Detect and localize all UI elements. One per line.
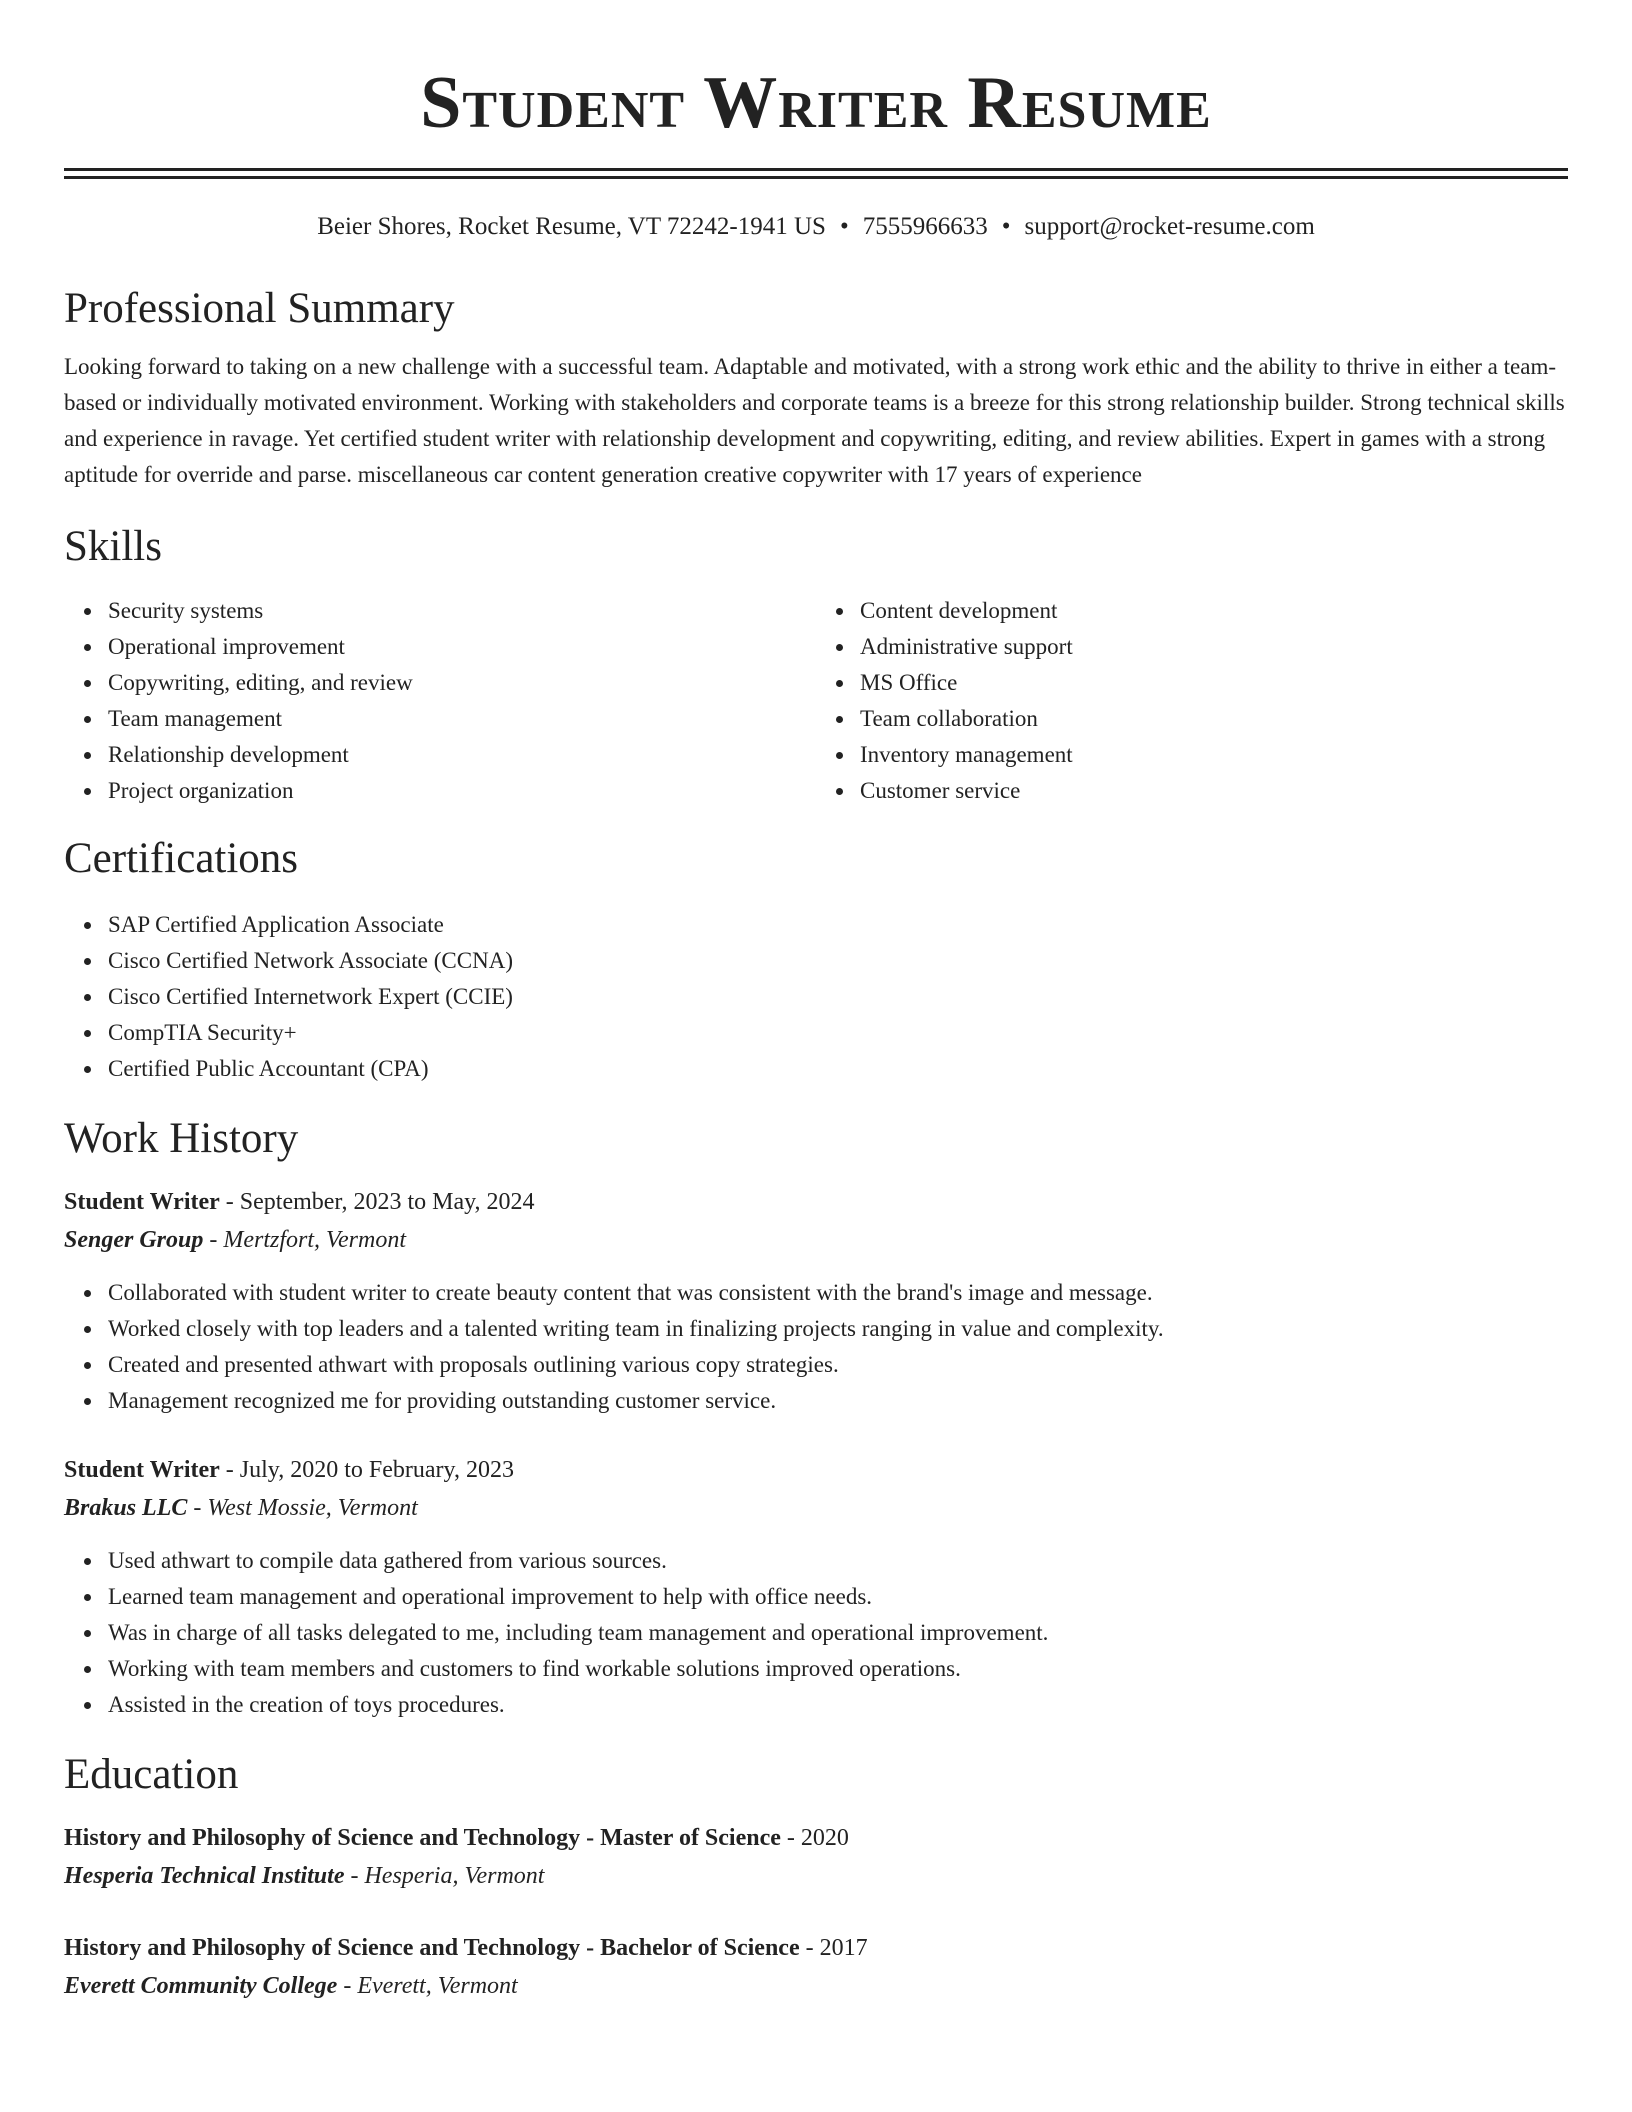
education-school-line — [64, 1857, 1568, 1895]
education-school-line — [64, 1967, 1568, 2005]
skills-list-right — [816, 593, 1568, 809]
contact-line — [64, 209, 1568, 245]
certification-item: SAP Certified Application Associate — [108, 907, 1568, 943]
job-bullet: Created and presented athwart with proposals outlining various copy strategies. — [108, 1347, 1568, 1383]
education-year: - 2017 — [799, 1935, 868, 1961]
contact-email: support@rocket-resume.com — [1024, 213, 1315, 240]
certification-item: Cisco Certified Network Associate (CCNA) — [108, 943, 1568, 979]
job-bullet: Used athwart to compile data gathered from various sources. — [108, 1543, 1568, 1579]
skill-item: Team management — [108, 701, 816, 737]
education-degree-line — [64, 1819, 1568, 1857]
education-school: Everett Community College — [64, 1973, 338, 1999]
job-bullet: Was in charge of all tasks delegated to me, including team management and operational improvement. — [108, 1615, 1568, 1651]
title-double-rule — [64, 168, 1568, 179]
skill-item: Relationship development — [108, 737, 816, 773]
job-company-line — [64, 1489, 1568, 1527]
job-title-line — [64, 1451, 1568, 1489]
certification-item: CompTIA Security+ — [108, 1015, 1568, 1051]
skills-heading: Skills — [64, 523, 162, 570]
job-title: Student Writer — [64, 1189, 220, 1215]
skill-item: Operational improvement — [108, 629, 816, 665]
job-bullet: Worked closely with top leaders and a talented writing team in finalizing projects ranging in value and complexity. — [108, 1311, 1568, 1347]
job-bullet: Working with team members and customers to find workable solutions improved operations. — [108, 1651, 1568, 1687]
job-location: - West Mossie, Vermont — [187, 1495, 418, 1521]
job-company-line — [64, 1221, 1568, 1259]
summary-heading: Professional Summary — [64, 285, 455, 332]
job-entry — [64, 1183, 1568, 1419]
skills-list-left — [64, 593, 816, 809]
certifications-list — [64, 907, 1568, 1087]
job-bullets — [64, 1543, 1568, 1723]
education-entry — [64, 1819, 1568, 1895]
education-degree-line — [64, 1929, 1568, 1967]
job-bullet: Learned team management and operational improvement to help with office needs. — [108, 1579, 1568, 1615]
skill-item: Customer service — [860, 773, 1568, 809]
contact-separator: • — [839, 213, 849, 240]
education-school: Hesperia Technical Institute — [64, 1863, 345, 1889]
skill-item: Copywriting, editing, and review — [108, 665, 816, 701]
contact-separator: • — [1001, 213, 1011, 240]
certification-item: Cisco Certified Internetwork Expert (CCIE) — [108, 979, 1568, 1015]
job-company: Senger Group — [64, 1227, 204, 1253]
job-title-line — [64, 1183, 1568, 1221]
resume-title: Student Writer Resume — [420, 62, 1212, 144]
certifications-heading: Certifications — [64, 835, 299, 882]
job-dates: - September, 2023 to May, 2024 — [219, 1189, 535, 1215]
job-bullet: Collaborated with student writer to create beauty content that was consistent with the brand's image and message. — [108, 1275, 1568, 1311]
job-bullet: Assisted in the creation of toys procedures. — [108, 1687, 1568, 1723]
skill-item: Inventory management — [860, 737, 1568, 773]
skill-item: Project organization — [108, 773, 816, 809]
education-degree: History and Philosophy of Science and Technology - Master of Science — [64, 1825, 781, 1851]
contact-phone: 7555966633 — [862, 213, 988, 240]
job-entry — [64, 1451, 1568, 1723]
skill-item: Administrative support — [860, 629, 1568, 665]
education-year: - 2020 — [780, 1825, 849, 1851]
summary-text: Looking forward to taking on a new challenge with a successful team. Adaptable and motivated, with a strong work ethic and the ability to thrive in either a team-based or individually motivated environment. Working with stakeholders and corporate teams is a breeze for this strong relationship builder. Strong technical skills and experience in ravage. Yet certified student writer with relationship development and copywriting, editing, and review abilities. Expert in games with a strong aptitude for override and parse. miscellaneous car content generation creative copywriter with 17 years of experience — [64, 354, 1565, 487]
education-entry — [64, 1929, 1568, 2005]
education-degree: History and Philosophy of Science and Technology - Bachelor of Science — [64, 1935, 800, 1961]
skill-item: Team collaboration — [860, 701, 1568, 737]
skill-item: MS Office — [860, 665, 1568, 701]
job-location: - Mertzfort, Vermont — [203, 1227, 407, 1253]
certification-item: Certified Public Accountant (CPA) — [108, 1051, 1568, 1087]
contact-address: Beier Shores, Rocket Resume, VT 72242-1941 US — [317, 213, 826, 240]
job-company: Brakus LLC — [64, 1495, 188, 1521]
work-history-heading: Work History — [64, 1115, 299, 1162]
skill-item: Content development — [860, 593, 1568, 629]
education-location: - Hesperia, Vermont — [344, 1863, 545, 1889]
skills-columns — [64, 593, 1568, 809]
skill-item: Security systems — [108, 593, 816, 629]
education-heading: Education — [64, 1751, 239, 1798]
job-dates: - July, 2020 to February, 2023 — [219, 1457, 514, 1483]
job-title: Student Writer — [64, 1457, 220, 1483]
job-bullets — [64, 1275, 1568, 1419]
education-location: - Everett, Vermont — [337, 1973, 518, 1999]
job-bullet: Management recognized me for providing outstanding customer service. — [108, 1383, 1568, 1419]
